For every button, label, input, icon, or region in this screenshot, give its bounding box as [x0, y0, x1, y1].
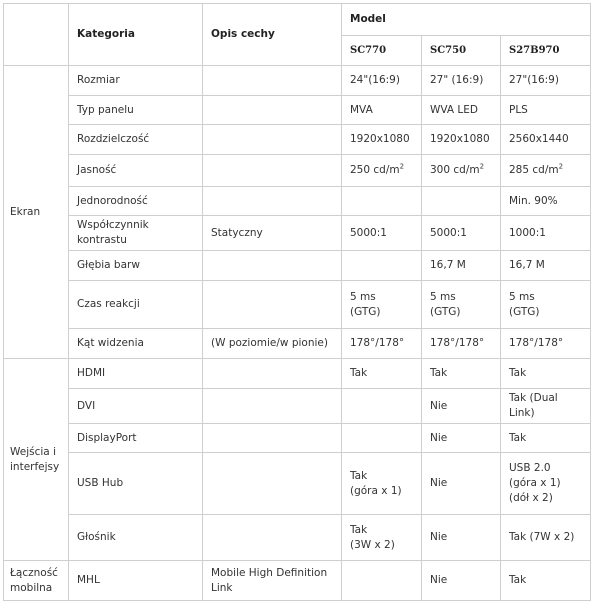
- row-kategoria: Rozmiar: [69, 66, 203, 96]
- row-kategoria: Typ panelu: [69, 96, 203, 125]
- group-lacznosc-mobilna: [4, 561, 69, 601]
- spec-table-container: [3, 3, 591, 601]
- header-model: Model: [342, 4, 591, 36]
- row-sc770: [342, 561, 422, 601]
- table-row: [4, 187, 591, 216]
- group-label-line: interfejsy: [10, 460, 60, 473]
- row-sc750: 27" (16:9): [422, 66, 501, 96]
- table-row: [4, 251, 591, 281]
- row-sc750: Nie: [422, 389, 501, 424]
- spec-table: [3, 3, 591, 601]
- row-s27b970: Tak (Dual Link): [501, 389, 591, 424]
- group-label-line: Łączność: [10, 566, 58, 579]
- row-kategoria: Głośnik: [69, 515, 203, 561]
- row-opis: [203, 515, 342, 561]
- table-row: [4, 424, 591, 453]
- row-sc750: Nie: [422, 453, 501, 515]
- row-sc770: [342, 389, 422, 424]
- value-line: 5 ms: [350, 290, 376, 303]
- row-opis: [203, 453, 342, 515]
- row-s27b970: Tak (7W x 2): [501, 515, 591, 561]
- row-opis: [203, 424, 342, 453]
- row-s27b970: Tak: [501, 359, 591, 389]
- table-row: [4, 155, 591, 187]
- value-line: 5 ms: [509, 290, 535, 303]
- row-opis: [203, 187, 342, 216]
- value-text: 250 cd/m: [350, 164, 400, 176]
- value-text: 285 cd/m: [509, 164, 559, 176]
- row-kategoria: DVI: [69, 389, 203, 424]
- row-opis: [203, 125, 342, 155]
- row-opis: [203, 359, 342, 389]
- row-sc750: 16,7 M: [422, 251, 501, 281]
- table-row: [4, 359, 591, 389]
- row-s27b970: 1000:1: [501, 216, 591, 251]
- row-opis: [203, 389, 342, 424]
- row-kategoria: Jednorodność: [69, 187, 203, 216]
- row-opis: Statyczny: [203, 216, 342, 251]
- table-row: [4, 561, 591, 601]
- row-sc770: [342, 251, 422, 281]
- table-row: [4, 329, 591, 359]
- table-row: [4, 453, 591, 515]
- group-ekran: Ekran: [4, 66, 69, 359]
- header-blank-cell: [4, 4, 69, 66]
- row-sc750: 1920x1080: [422, 125, 501, 155]
- value-line: (góra x 1): [509, 477, 561, 489]
- row-sc770: [342, 155, 422, 187]
- header-model-sc770: SC770: [342, 36, 422, 66]
- row-kategoria: HDMI: [69, 359, 203, 389]
- row-kategoria: Kąt widzenia: [69, 329, 203, 359]
- value-line: (GTG): [350, 305, 381, 318]
- row-kategoria: Współczynnik kontrastu: [69, 216, 203, 251]
- table-row: [4, 389, 591, 424]
- row-s27b970: 16,7 M: [501, 251, 591, 281]
- row-opis: (W poziomie/w pionie): [203, 329, 342, 359]
- row-sc750: Nie: [422, 515, 501, 561]
- table-row: [4, 96, 591, 125]
- header-kategoria: Kategoria: [69, 4, 203, 66]
- table-row: [4, 125, 591, 155]
- row-s27b970: 2560x1440: [501, 125, 591, 155]
- row-sc770: MVA: [342, 96, 422, 125]
- value-line: (góra x 1): [350, 484, 402, 497]
- row-s27b970: Min. 90%: [501, 187, 591, 216]
- table-row: [4, 281, 591, 329]
- value-line: Tak: [350, 469, 368, 482]
- row-sc770: [342, 453, 422, 515]
- row-sc750: Nie: [422, 561, 501, 601]
- row-kategoria: Głębia barw: [69, 251, 203, 281]
- row-opis: [203, 66, 342, 96]
- row-opis: [203, 251, 342, 281]
- value-line: (GTG): [509, 305, 540, 318]
- row-sc770: 178°/178°: [342, 329, 422, 359]
- superscript: 2: [399, 162, 405, 171]
- row-sc750: Nie: [422, 424, 501, 453]
- row-sc770: [342, 515, 422, 561]
- row-s27b970: [501, 155, 591, 187]
- group-label-line: mobilna: [10, 581, 53, 594]
- group-label-line: Wejścia i: [10, 445, 56, 458]
- row-sc770: 24"(16:9): [342, 66, 422, 96]
- row-s27b970: [501, 453, 591, 515]
- row-s27b970: PLS: [501, 96, 591, 125]
- row-kategoria: USB Hub: [69, 453, 203, 515]
- row-sc750: Tak: [422, 359, 501, 389]
- header-model-sc750: SC750: [422, 36, 501, 66]
- row-opis: Mobile High Definition Link: [203, 561, 342, 601]
- table-row: [4, 216, 591, 251]
- table-row: [4, 66, 591, 96]
- table-row: [4, 515, 591, 561]
- row-opis: [203, 96, 342, 125]
- row-sc770: [342, 187, 422, 216]
- value-line: 5 ms: [430, 290, 456, 303]
- row-s27b970: 178°/178°: [501, 329, 591, 359]
- row-kategoria: Jasność: [69, 155, 203, 187]
- value-line: (dół x 2): [509, 492, 553, 504]
- row-sc770: [342, 424, 422, 453]
- row-sc770: 5000:1: [342, 216, 422, 251]
- row-sc770: Tak: [342, 359, 422, 389]
- row-kategoria: Czas reakcji: [69, 281, 203, 329]
- row-kategoria: DisplayPort: [69, 424, 203, 453]
- header-opis: Opis cechy: [203, 4, 342, 66]
- row-sc750: 5000:1: [422, 216, 501, 251]
- row-opis: [203, 281, 342, 329]
- header-row-1: [4, 4, 591, 36]
- row-s27b970: Tak: [501, 424, 591, 453]
- row-s27b970: [501, 281, 591, 329]
- row-opis: [203, 155, 342, 187]
- header-model-s27b970: S27B970: [501, 36, 591, 66]
- row-s27b970: Tak: [501, 561, 591, 601]
- row-sc750: 178°/178°: [422, 329, 501, 359]
- superscript: 2: [479, 162, 485, 171]
- value-line: Tak: [350, 523, 368, 536]
- row-sc750: [422, 155, 501, 187]
- value-line: (GTG): [430, 305, 461, 318]
- row-sc750: [422, 187, 501, 216]
- row-sc750: WVA LED: [422, 96, 501, 125]
- row-s27b970: 27"(16:9): [501, 66, 591, 96]
- group-wejscia-interfejsy: [4, 359, 69, 561]
- value-line: USB 2.0: [509, 462, 551, 474]
- row-sc750: [422, 281, 501, 329]
- row-kategoria: MHL: [69, 561, 203, 601]
- value-text: 300 cd/m: [430, 164, 480, 176]
- superscript: 2: [558, 162, 564, 171]
- value-line: (3W x 2): [350, 538, 395, 551]
- row-sc770: [342, 281, 422, 329]
- row-kategoria: Rozdzielczość: [69, 125, 203, 155]
- row-sc770: 1920x1080: [342, 125, 422, 155]
